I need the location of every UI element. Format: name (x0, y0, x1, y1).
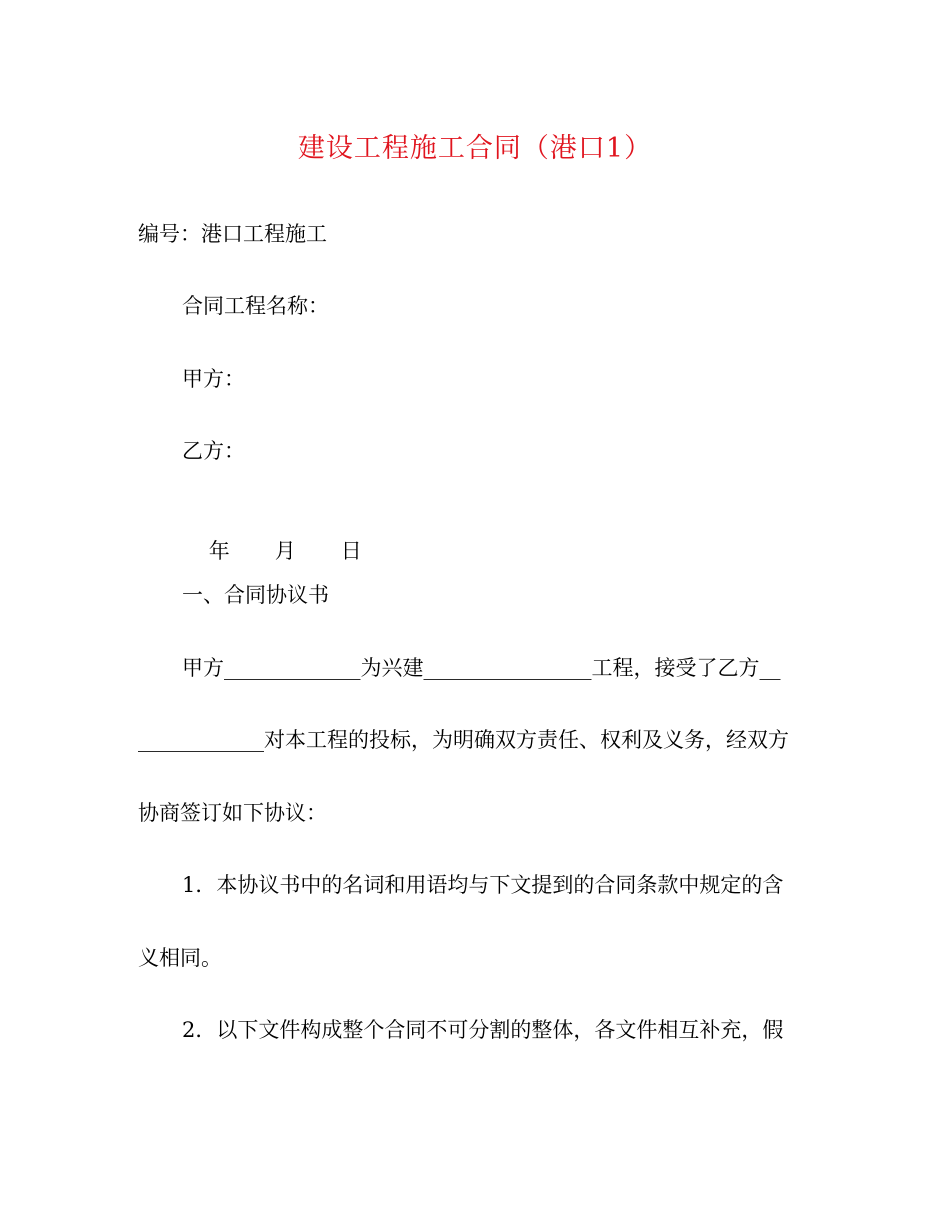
clause-1-line: 1．本协议书中的名词和用语均与下文提到的合同条款中规定的含 (182, 873, 784, 897)
section-heading: 一、合同协议书 (182, 583, 329, 607)
clause-2-line: 2．以下文件构成整个合同不可分割的整体，各文件相互补充，假 (182, 1018, 784, 1042)
project-name-label: 合同工程名称： (182, 294, 329, 318)
paragraph-line: 甲方_____________为兴建________________工程，接受了乙方__ (182, 656, 781, 680)
party-b-label: 乙方： (182, 439, 245, 463)
date-day: 日 (340, 539, 362, 563)
date-year: 年 (208, 539, 230, 563)
clause-1-line: 义相同。 (138, 946, 222, 970)
paragraph-line: 协商签订如下协议： (138, 801, 327, 825)
paragraph-line: ____________对本工程的投标，为明确双方责任、权利及义务，经双方 (138, 728, 789, 752)
document-title: 建设工程施工合同（港口1） (297, 133, 653, 164)
date-month: 月 (274, 539, 296, 563)
contract-number: 编号：港口工程施工 (138, 222, 327, 246)
party-a-label: 甲方： (182, 367, 245, 391)
